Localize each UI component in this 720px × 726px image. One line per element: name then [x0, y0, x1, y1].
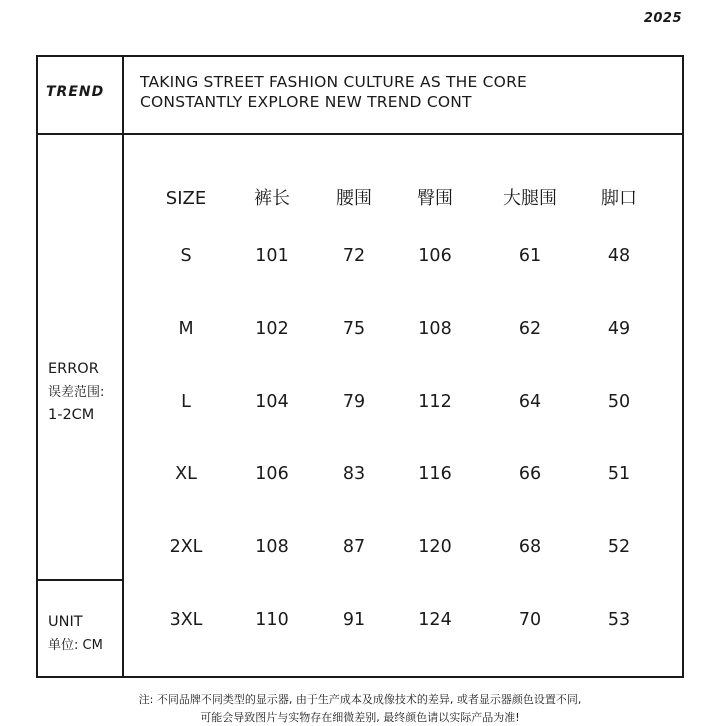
- cell-size: 2XL: [169, 537, 203, 557]
- cell-size: L: [181, 392, 191, 412]
- slogan: [140, 72, 527, 112]
- error-label: ERROR: [48, 361, 99, 377]
- cell-size: M: [178, 319, 194, 339]
- cell-hem: 52: [607, 537, 631, 557]
- header-size: SIZE: [165, 188, 207, 209]
- footnote-line-1: 注: 不同品牌不同类型的显示器, 由于生产成本及成像技术的差异, 或者显示器颜色设置不同,: [138, 693, 582, 706]
- cell-thigh: 68: [518, 537, 542, 557]
- header-length: 裤长: [254, 188, 290, 209]
- cell-hip: 106: [418, 246, 452, 266]
- unit-divider: [38, 579, 122, 581]
- cell-waist: 79: [342, 392, 366, 412]
- cell-hem: 51: [607, 464, 631, 484]
- cell-waist: 75: [342, 319, 366, 339]
- cell-hem: 53: [607, 610, 631, 630]
- unit-label: UNIT: [48, 614, 83, 630]
- cell-hem: 49: [607, 319, 631, 339]
- cell-thigh: 70: [518, 610, 542, 630]
- cell-size: S: [180, 246, 192, 266]
- cell-length: 106: [255, 464, 289, 484]
- cell-size: 3XL: [169, 610, 203, 630]
- cell-hip: 108: [418, 319, 452, 339]
- error-tolerance: [48, 358, 104, 427]
- year-label: 2025: [643, 11, 682, 26]
- cell-hip: 120: [418, 537, 452, 557]
- cell-hip: 112: [418, 392, 452, 412]
- cell-hem: 50: [607, 392, 631, 412]
- cell-hip: 124: [418, 610, 452, 630]
- unit-info: [48, 611, 103, 657]
- footnote-line-2: 可能会导致图片与实物存在细微差别, 最终颜色请以实际产品为准!: [200, 711, 520, 724]
- header-waist: 腰围: [336, 188, 372, 209]
- cell-waist: 72: [342, 246, 366, 266]
- cell-waist: 87: [342, 537, 366, 557]
- cell-hem: 48: [607, 246, 631, 266]
- cell-thigh: 62: [518, 319, 542, 339]
- cell-length: 102: [255, 319, 289, 339]
- cell-length: 104: [255, 392, 289, 412]
- cell-size: XL: [175, 464, 197, 484]
- header-divider: [38, 133, 682, 135]
- cell-length: 101: [255, 246, 289, 266]
- header-hem: 脚口: [601, 188, 637, 209]
- cell-thigh: 64: [518, 392, 542, 412]
- header-thigh: 大腿围: [503, 188, 557, 209]
- cell-thigh: 61: [518, 246, 542, 266]
- brand-logo: TREND: [46, 84, 105, 100]
- vertical-divider: [122, 57, 124, 676]
- cell-waist: 91: [342, 610, 366, 630]
- error-range: 1-2CM: [48, 407, 95, 423]
- size-chart-frame: [36, 55, 684, 678]
- cell-hip: 116: [418, 464, 452, 484]
- cell-length: 110: [255, 610, 289, 630]
- cell-waist: 83: [342, 464, 366, 484]
- slogan-line-2: CONSTANTLY EXPLORE NEW TREND CONT: [140, 93, 472, 111]
- cell-thigh: 66: [518, 464, 542, 484]
- header-hip: 臀围: [417, 188, 453, 209]
- slogan-line-1: TAKING STREET FASHION CULTURE AS THE CORE: [140, 73, 528, 91]
- error-label-cn: 误差范围:: [48, 385, 105, 400]
- unit-label-cn: 单位: CM: [48, 638, 103, 653]
- cell-length: 108: [255, 537, 289, 557]
